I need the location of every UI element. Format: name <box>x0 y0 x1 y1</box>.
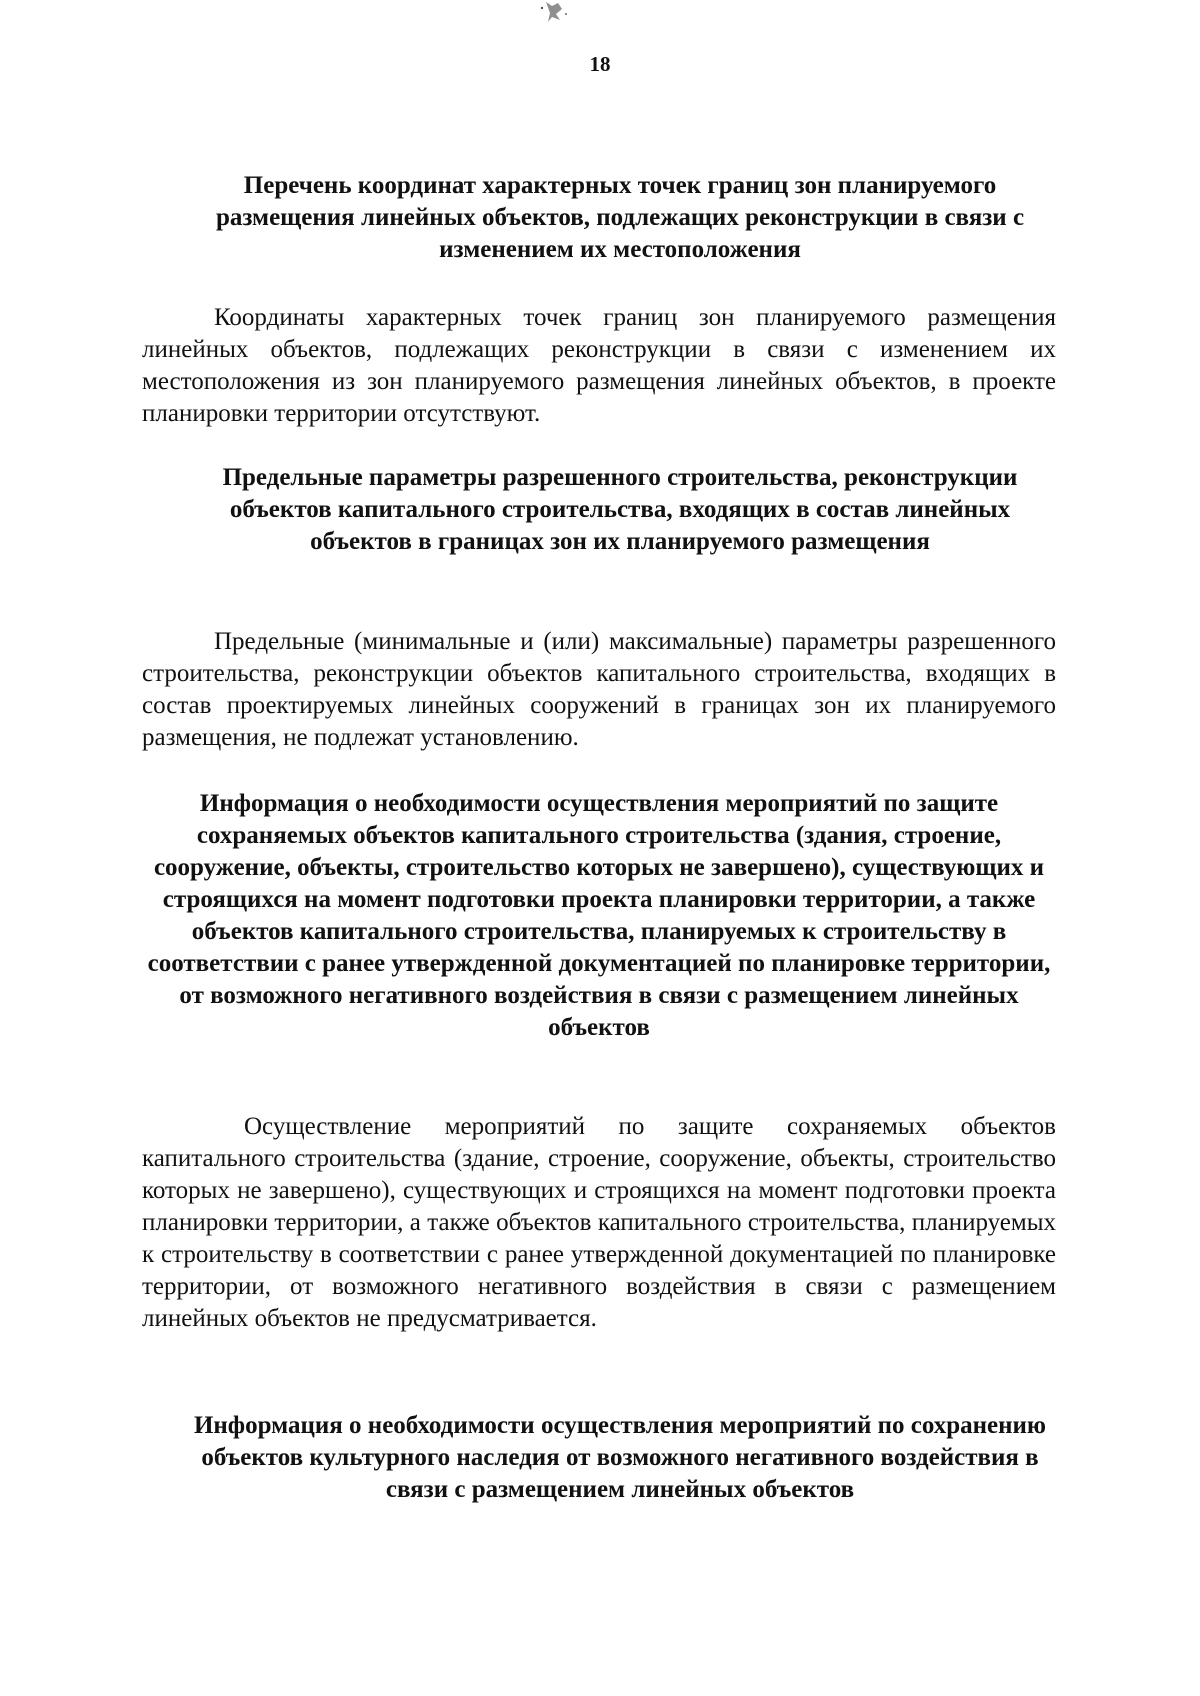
section-heading-coordinates: Перечень координат характерных точек границ зон планируемого размещения линейных объектов, подлежащих реконструкции в связи с изменением их местоположения <box>215 172 1025 263</box>
section-paragraph-limit-parameters: Предельные (минимальные и (или) максимальные) параметры разрешенного строительства, реконструкции объектов капитального строительства, входящих в состав проектируемых линейных сооружений в границах зон их планируемого размещения, не подлежат установлению. <box>142 628 1056 751</box>
section-heading-cultural-heritage: Информация о необходимости осуществления мероприятий по сохранению объектов культурного наследия от возможного негативного воздействия в связи с размещением линейных объектов <box>193 1412 1047 1503</box>
scan-artifact <box>536 0 574 28</box>
section-heading-protection-measures: Информация о необходимости осуществления мероприятий по защите сохраняемых объектов капитального строительства (здания, строение, сооружение, объекты, строительство которых не завершено), существующих и строящихся на момент подготовки проекта планировки территории, а также объектов капитального строительства, планируемых к строительству в соответствии с ранее утвержденной документацией по планировке территории, от возможного негативного воздействия в связи с размещением линейных объектов <box>147 790 1051 1041</box>
page-number: 18 <box>589 52 611 76</box>
section-heading-limit-parameters: Предельные параметры разрешенного строительства, реконструкции объектов капитального строительства, входящих в состав линейных объектов в границах зон их планируемого размещения <box>222 464 1018 555</box>
section-paragraph-coordinates: Координаты характерных точек границ зон планируемого размещения линейных объектов, подлежащих реконструкции в связи с изменением их местоположения из зон планируемого размещения линейных объектов, в проекте планировки территории отсутствуют. <box>142 304 1056 427</box>
section-paragraph-protection-measures: Осуществление мероприятий по защите сохраняемых объектов капитального строительства (здание, строение, сооружение, объекты, строительство которых не завершено), существующих и строящихся на момент подготовки проекта планировки территории, а также объектов капитального строительства, планируемых к строительству в соответствии с ранее утвержденной документацией по планировке территории, от возможного негативного воздействия в связи с размещением линейных объектов не предусматривается. <box>142 1113 1056 1332</box>
